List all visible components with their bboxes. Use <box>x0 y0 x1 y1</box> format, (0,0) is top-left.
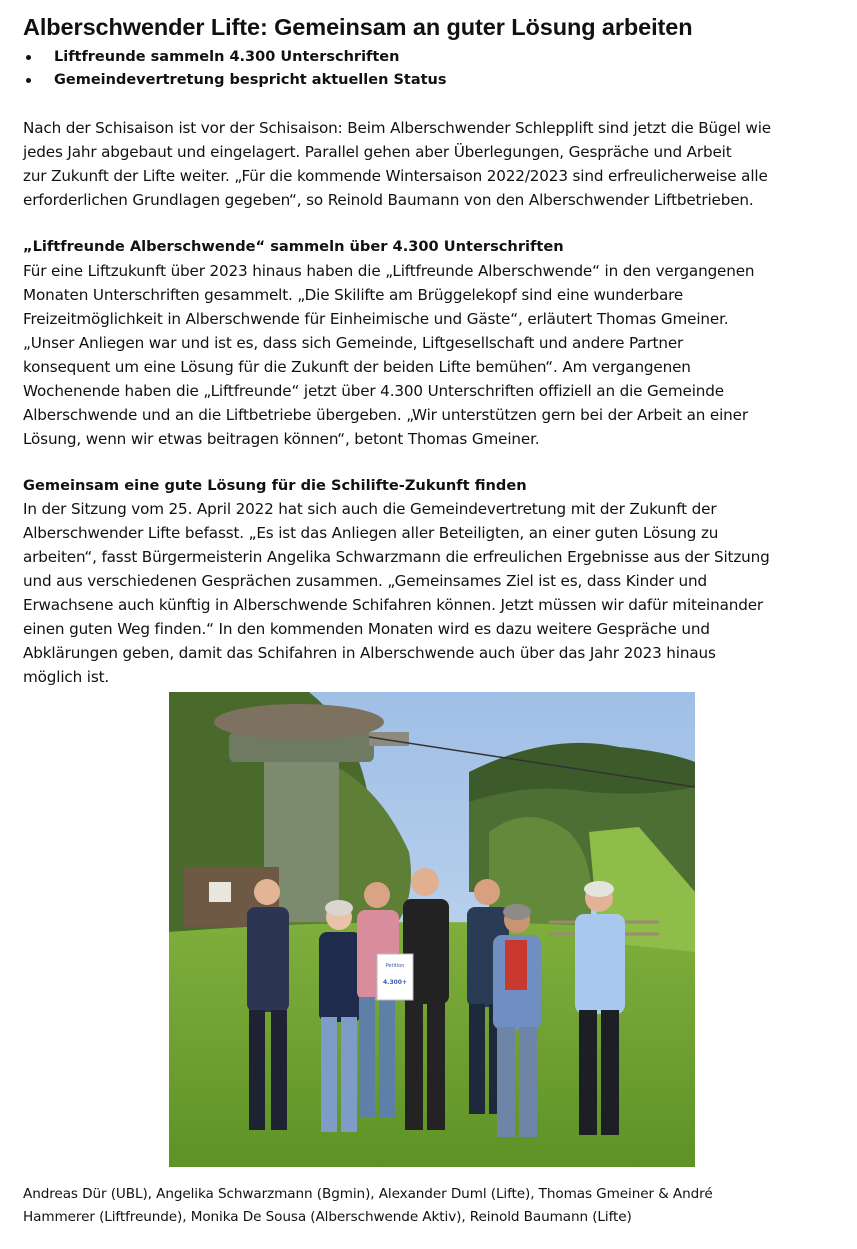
bullet-item: Liftfreunde sammeln 4.300 Unterschriften <box>23 46 447 69</box>
photo-caption: Andreas Dür (UBL), Angelika Schwarzmann (Bgmin), Alexander Duml (Lifte), Thomas Gmeiner & André Hammerer (Liftfreunde), Monika De Sousa (Alberschwende Aktiv), Reinold Baumann (Lifte) <box>23 1186 713 1225</box>
section-heading-liftfreunde: „Liftfreunde Alberschwende“ sammeln über 4.300 Unterschriften <box>23 238 564 255</box>
petition-sheet-count: 4.300+ <box>382 979 408 986</box>
petition-sheet <box>377 954 413 1000</box>
intro-paragraph: Nach der Schisaison ist vor der Schisaison: Beim Alberschwender Schlepplift sind jetzt die Bügel wie jedes Jahr abgebaut und eingelagert. Parallel gehen aber Überlegungen, Gespräche und Arbeit zur Zukunft der Lifte weiter. „Für die kommende Wintersaison 2022/2023 sind erfreulicherweise alle erforderlichen Grundlagen gegeben“, so Reinold Baumann von den Alberschwender Liftbetrieben. <box>23 119 771 209</box>
summary-bullets <box>23 46 447 92</box>
petition-sheet-title: Petition <box>385 963 405 969</box>
bullet-dot-icon <box>26 78 31 83</box>
bullet-dot-icon <box>26 55 31 60</box>
section-heading-zukunft: Gemeinsam eine gute Lösung für die Schilifte-Zukunft finden <box>23 477 527 494</box>
group-photo <box>169 692 695 1167</box>
group-photo-illustration <box>169 692 695 1167</box>
bullet-item: Gemeindevertretung bespricht aktuellen Status <box>23 69 447 92</box>
section-paragraph-zukunft: In der Sitzung vom 25. April 2022 hat sich auch die Gemeindevertretung mit der Zukunft der Alberschwender Lifte befasst. „Es ist das Anliegen aller Beteiligten, an einer guten Lösung zu arbeiten“, fasst Bürgermeisterin Angelika Schwarzmann die erfreulichen Ergebnisse aus der Sitzung und aus verschiedenen Gesprächen zusammen. „Gemeinsames Ziel ist es, dass Kinder und Erwachsene auch künftig in Alberschwende Schifahren können. Jetzt müssen wir dafür miteinander einen guten Weg finden.“ In den kommenden Monaten wird es dazu weitere Gespräche und Abklärungen geben, damit das Schifahren in Alberschwende auch über das Jahr 2023 hinaus möglich ist. <box>23 500 770 686</box>
article-title: Alberschwender Lifte: Gemeinsam an guter Lösung arbeiten <box>23 14 693 40</box>
section-paragraph-liftfreunde: Für eine Liftzukunft über 2023 hinaus haben die „Liftfreunde Alberschwende“ in den vergangenen Monaten Unterschriften gesammelt. „Die Skilifte am Brüggelekopf sind eine wunderbare Freizeitmöglichkeit in Alberschwende für Einheimische und Gäste“, erläutert Thomas Gmeiner. „Unser Anliegen war und ist es, dass sich Gemeinde, Liftgesellschaft und andere Partner konsequent um eine Lösung für die Zukunft der beiden Lifte bemühen“. Am vergangenen Wochenende haben die „Liftfreunde“ jetzt über 4.300 Unterschriften offiziell an die Gemeinde Alberschwende und an die Liftbetriebe übergeben. „Wir unterstützen gern bei der Arbeit an einer Lösung, wenn wir etwas beitragen können“, betont Thomas Gmeiner. <box>23 262 755 448</box>
